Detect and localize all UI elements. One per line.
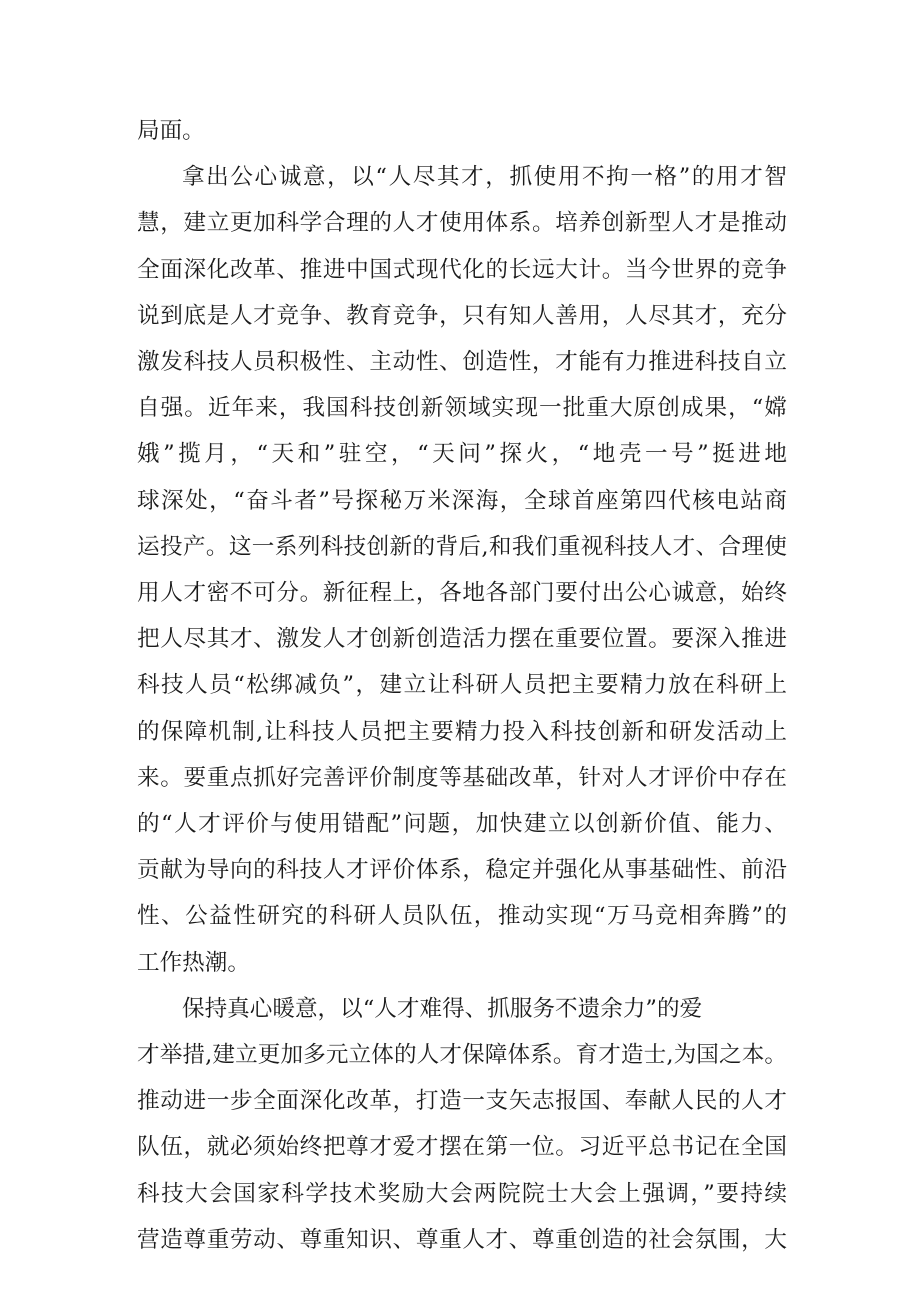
text-line: 的“人才评价与使用错配”问题，加快建立以创新价值、能力、 [137, 811, 787, 837]
text-line: 慧，建立更加科学合理的人才使用体系。培养创新型人才是推动 [137, 210, 787, 236]
text-line: 才举措,建立更加多元立体的人才保障体系。育才造士,为国之本。 [137, 1042, 787, 1068]
text-line: 全面深化改革、推进中国式现代化的长远大计。当今世界的竞争 [137, 257, 787, 283]
text-line: 激发科技人员积极性、主动性、创造性，才能有力推进科技自立 [137, 349, 787, 375]
text-line: 的保障机制,让科技人员把主要精力投入科技创新和研发活动上 [137, 719, 787, 745]
text-line: 性、公益性研究的科研人员队伍，推动实现“万马竞相奔腾”的 [137, 903, 787, 929]
paragraph-start-line: 拿出公心诚意，以“人尽其才，抓使用不拘一格”的用才智 [182, 164, 787, 190]
text-line: 推动进一步全面深化改革，打造一支矢志报国、奉献人民的人才 [137, 1088, 787, 1114]
text-line: 运投产。这一系列科技创新的背后,和我们重视科技人才、合理使 [137, 534, 787, 560]
text-line: 说到底是人才竞争、教育竞争，只有知人善用，人尽其才，充分 [137, 303, 787, 329]
text-line: 自强。近年来，我国科技创新领域实现一批重大原创成果，“嫦 [137, 395, 787, 421]
text-line: 用人才密不可分。新征程上，各地各部门要付出公心诚意，始终 [137, 580, 787, 606]
text-line: 科技人员“松绑减负”，建立让科研人员把主要精力放在科研上 [137, 672, 787, 698]
text-line: 娥”揽月，“天和”驻空，“天问”探火，“地壳一号”挺进地 [137, 441, 787, 467]
text-line: 来。要重点抓好完善评价制度等基础改革，针对人才评价中存在 [137, 765, 787, 791]
text-line: 把人尽其才、激发人才创新创造活力摆在重要位置。要深入推进 [137, 626, 787, 652]
text-line: 营造尊重劳动、尊重知识、尊重人才、尊重创造的社会氛围，大 [137, 1227, 787, 1253]
text-line: 工作热潮。 [137, 950, 250, 976]
text-line: 队伍，就必须始终把尊才爱才摆在第一位。习近平总书记在全国 [137, 1134, 787, 1160]
paragraph-start-line: 保持真心暖意，以“人才难得、抓服务不遗余力”的爱 [182, 996, 703, 1022]
text-line: 贡献为导向的科技人才评价体系，稳定并强化从事基础性、前沿 [137, 857, 787, 883]
text-line: 科技大会国家科学技术奖励大会两院院士大会上强调，”要持续 [137, 1181, 787, 1207]
text-line: 球深处，“奋斗者”号探秘万米深海，全球首座第四代核电站商 [137, 488, 787, 514]
text-line: 局面。 [137, 118, 205, 144]
